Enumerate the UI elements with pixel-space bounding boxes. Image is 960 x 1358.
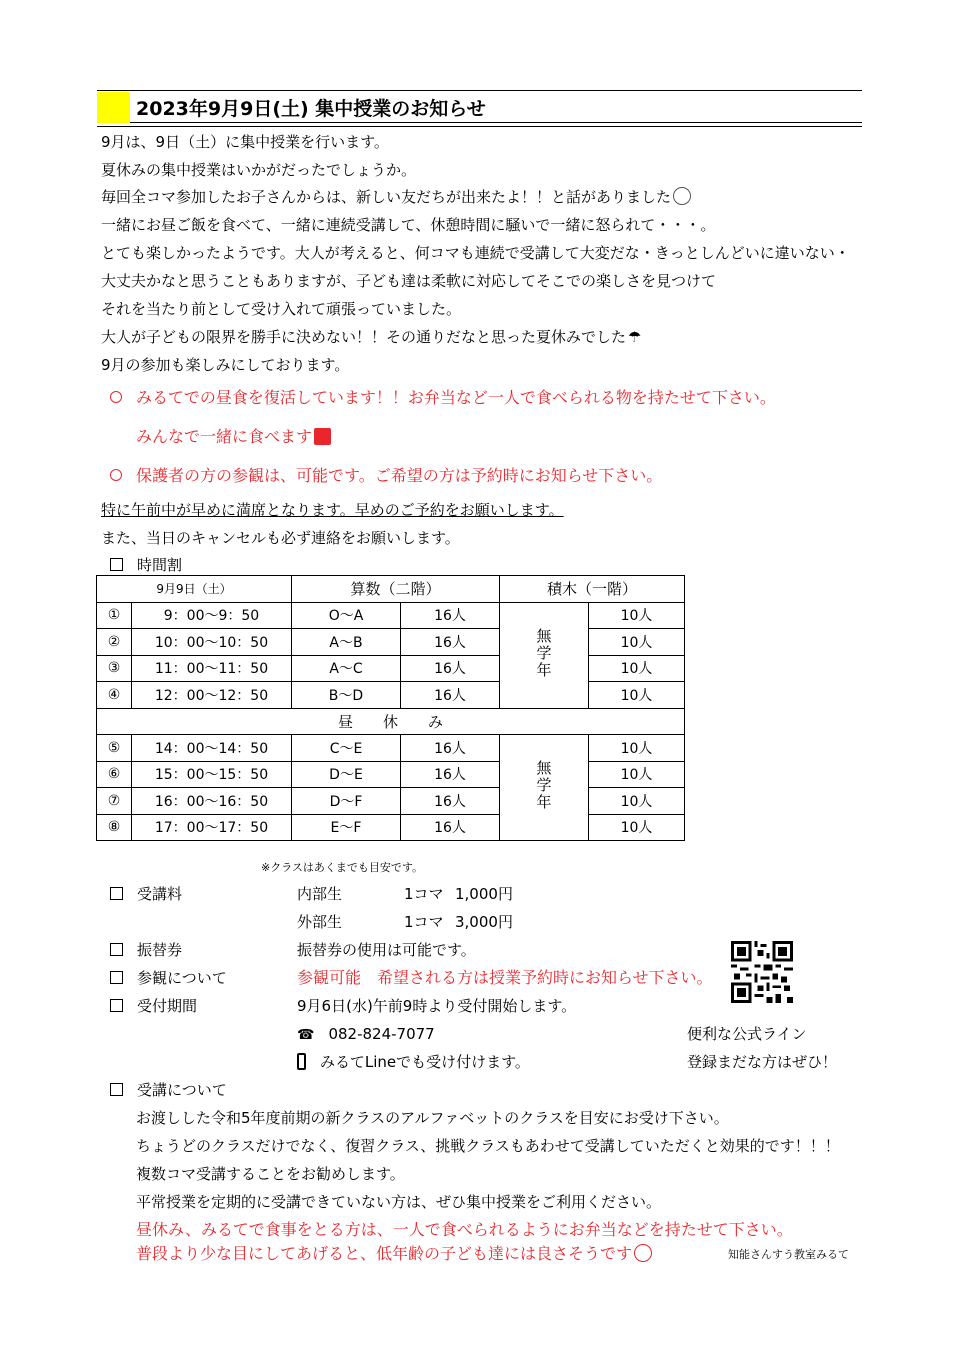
timetable-label-text: 時間割 [137,556,183,574]
row-class: C～E [292,735,401,762]
transfer-label [110,940,182,960]
notice-lunch-sub-text: みんなで一緒に食べます [136,427,313,446]
row-sansu-cap: 16人 [401,602,500,629]
lunch-row [97,708,685,735]
no-grade-label: 無学年 [534,627,553,679]
phone-icon: ☎ [297,1027,315,1043]
header-tsumiki: 積木（一階） [500,576,685,603]
visit-label [110,968,227,988]
timetable-label [110,555,182,575]
row-time: 15：00～15：50 [132,761,292,788]
row-class: A～C [292,655,401,682]
fee-internal-price: 1,000円 [455,885,513,903]
table-row [97,602,685,629]
reception-label-text: 受付期間 [137,997,198,1015]
intro-line: 大丈夫かなと思うこともありますが、子ども達は柔軟に対応してそこでの楽しさを見つけて [101,272,717,290]
reservation-note: 特に午前中が早めに満席となります。早めのご予約をお願いします。 [101,501,564,519]
row-number: ② [97,629,132,656]
row-sansu-cap: 16人 [401,788,500,815]
header-sansu: 算数（二階） [292,576,500,603]
checkbox-icon [110,887,123,900]
header-date: 9月9日（土） [97,576,292,603]
reception-label [110,996,197,1016]
about-label [110,1080,227,1100]
intro-line: 9月は、9日（土）に集中授業を行います。 [101,133,389,151]
notice-lunch [110,388,776,408]
about-line: 複数コマ受講することをお勧めします。 [136,1165,405,1183]
intro-text: 毎回全コマ参加したお子さんからは、新しい友だちが出来たよ！！と話がありました [101,188,672,206]
line-promo: 登録まだな方はぜひ！ [687,1053,838,1071]
notice-lunch-sub [136,427,331,447]
intro-line: とても楽しかったようです。大人が考えると、何コマも連続で受講して大変だな・きっとしんどいに違いない・ [101,244,850,262]
row-class: E～F [292,814,401,841]
table-row [97,735,685,762]
row-sansu-cap: 16人 [401,682,500,709]
circle-bullet-icon [110,469,122,481]
cancel-note: また、当日のキャンセルも必ず連絡をお願いします。 [101,529,460,547]
row-class: D～E [292,761,401,788]
row-number: ⑥ [97,761,132,788]
line-contact [297,1052,530,1072]
fees-label [110,884,182,904]
row-tsumiki-cap: 10人 [589,761,685,788]
smile-emoji-icon [673,187,691,205]
checkbox-icon [110,999,123,1012]
qr-code-icon[interactable] [731,941,793,1003]
intro-line: 9月の参加も楽しみにしております。 [101,356,350,374]
table-row [97,814,685,841]
about-red-line: 昼休み、みるてで食事をとる方は、一人で食べられるようにお弁当などを持たせて下さい。 [136,1220,793,1239]
no-grade-cell [500,735,589,841]
table-row [97,682,685,709]
row-time: 14：00～14：50 [132,735,292,762]
table-row [97,761,685,788]
about-line: ちょうどのクラスだけでなく、復習クラス、挑戦クラスもあわせて受講していただくと効果的です！！！ [136,1137,840,1155]
row-class: O～A [292,602,401,629]
row-number: ① [97,602,132,629]
row-tsumiki-cap: 10人 [589,735,685,762]
about-red-line [136,1244,652,1264]
row-time: 9：00～9：50 [132,602,292,629]
mobile-phone-icon [297,1053,306,1070]
fee-internal-unit: 1コマ [404,885,444,903]
row-tsumiki-cap: 10人 [589,682,685,709]
notice-visit-text: 保護者の方の参観は、可能です。ご希望の方は予約時にお知らせ下さい。 [136,466,663,485]
intro-line: それを当たり前として受け入れて頑張っていました。 [101,300,462,318]
intro-line [101,327,641,347]
lunch-break: 昼 休 み [97,708,685,735]
checkbox-icon [110,1083,123,1096]
transfer-text: 振替券の使用は可能です。 [297,941,476,959]
fee-external-unit: 1コマ [404,913,444,931]
signature: 知能さんすう教室みるて [728,1248,849,1261]
table-header-row [97,576,685,603]
row-sansu-cap: 16人 [401,735,500,762]
fees-label-text: 受講料 [137,885,183,903]
about-red-text: 普段より少な目にしてあげると、低年齢の子ども達には良さそうです [136,1244,633,1263]
row-time: 12：00～12：50 [132,682,292,709]
row-tsumiki-cap: 10人 [589,602,685,629]
row-sansu-cap: 16人 [401,814,500,841]
fee-external-label: 外部生 [297,913,343,931]
row-tsumiki-cap: 10人 [589,814,685,841]
phone-line [297,1024,435,1045]
row-class: B～D [292,682,401,709]
row-number: ⑦ [97,788,132,815]
row-number: ③ [97,655,132,682]
row-number: ⑧ [97,814,132,841]
smile-emoji-icon [634,1244,652,1262]
umbrella-icon: ☂ [628,328,642,346]
intro-line [101,187,691,207]
row-tsumiki-cap: 10人 [589,788,685,815]
schedule-table [96,575,685,841]
row-time: 10：00～10：50 [132,629,292,656]
no-grade-cell [500,602,589,708]
reception-text: 9月6日(水)午前9時より受付開始します。 [297,997,577,1015]
visit-text: 参観可能 希望される方は授業予約時にお知らせ下さい。 [297,968,713,987]
title-accent [97,92,130,123]
checkbox-icon [110,943,123,956]
fee-internal-label: 内部生 [297,885,343,903]
transfer-label-text: 振替券 [137,941,183,959]
stamp-icon [314,428,331,445]
page-title: 2023年9月9日(土) 集中授業のお知らせ [136,98,486,120]
intro-text: 大人が子どもの限界を勝手に決めない！！その通りだなと思った夏休みでした [101,328,627,346]
about-line: 平常授業を定期的に受講できていない方は、ぜひ集中授業をご利用ください。 [136,1193,662,1211]
checkbox-icon [110,558,123,571]
line-promo: 便利な公式ライン [687,1025,807,1043]
circle-bullet-icon [110,391,122,403]
intro-line: 夏休みの集中授業はいかがだったでしょうか。 [101,161,417,179]
line-text: みるてLineでも受け付けます。 [320,1053,530,1071]
row-sansu-cap: 16人 [401,629,500,656]
phone-number[interactable]: 082-824-7077 [328,1025,435,1043]
visit-label-text: 参観について [137,969,227,987]
table-row [97,629,685,656]
row-class: D～F [292,788,401,815]
row-time: 17：00～17：50 [132,814,292,841]
row-time: 16：00～16：50 [132,788,292,815]
table-row [97,788,685,815]
table-footnote: ※クラスはあくまでも目安です。 [261,861,424,874]
row-sansu-cap: 16人 [401,655,500,682]
row-tsumiki-cap: 10人 [589,629,685,656]
intro-line: 一緒にお昼ご飯を食べて、一緒に連続受講して、休憩時間に騒いで一緒に怒られて・・・。 [101,216,716,234]
row-number: ④ [97,682,132,709]
row-tsumiki-cap: 10人 [589,655,685,682]
fee-external-price: 3,000円 [455,913,513,931]
notice-lunch-text: みるてでの昼食を復活しています！！お弁当など一人で食べられる物を持たせて下さい。 [136,388,776,407]
checkbox-icon [110,971,123,984]
row-sansu-cap: 16人 [401,761,500,788]
about-line: お渡しした令和5年度前期の新クラスのアルファベットのクラスを目安にお受け下さい。 [136,1109,729,1127]
row-time: 11：00～11：50 [132,655,292,682]
table-row [97,655,685,682]
row-number: ⑤ [97,735,132,762]
no-grade-label: 無学年 [534,760,553,811]
row-class: A～B [292,629,401,656]
about-label-text: 受講について [137,1081,227,1099]
notice-visit [110,466,662,486]
